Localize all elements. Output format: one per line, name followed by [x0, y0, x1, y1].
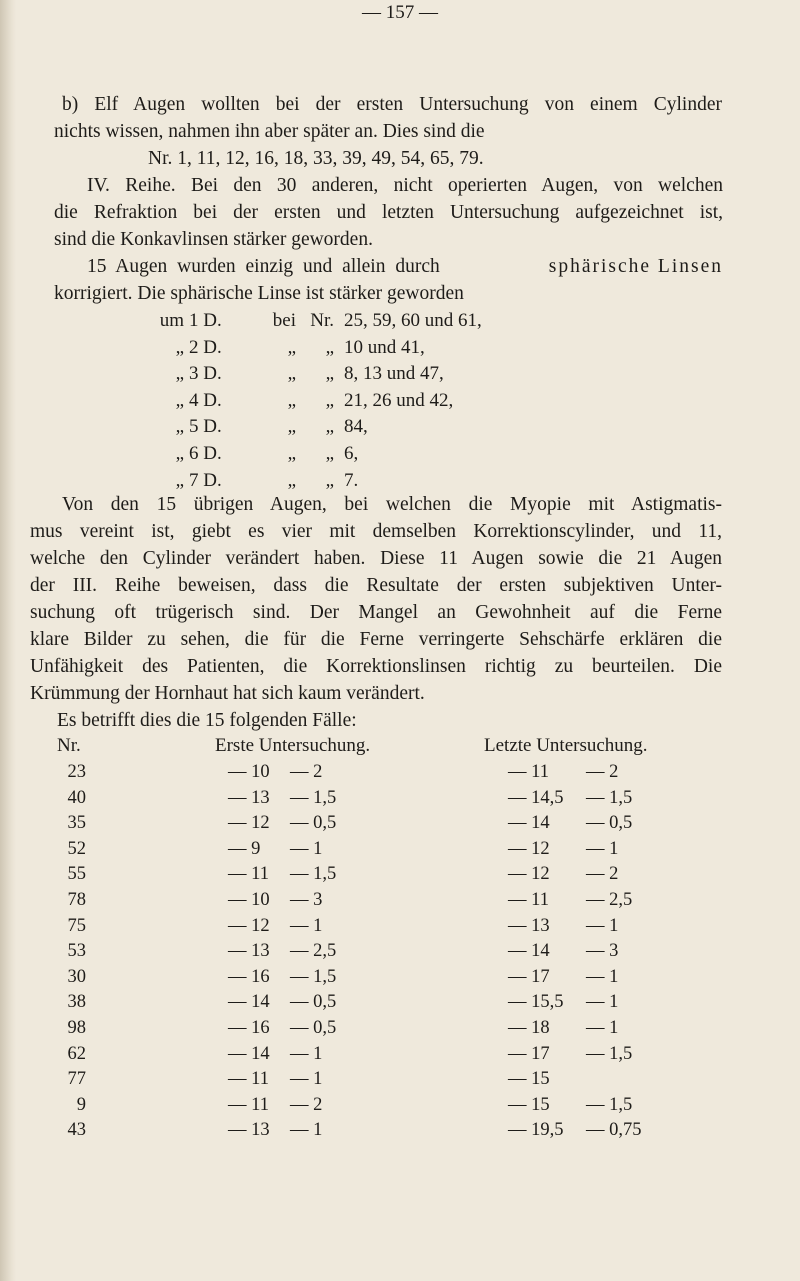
table-cell-l2: — 1 — [586, 1018, 619, 1038]
refraction-bei: „ — [287, 336, 296, 358]
table-cell-f1: — 12 — [228, 915, 270, 936]
para-iv-line-1: IV. Reihe. Bei den 30 anderen, nicht operierten Augen, von welchen — [87, 175, 723, 196]
para-b-line-3: Nr. 1, 11, 12, 16, 18, 33, 39, 49, 54, 65, 79. — [148, 148, 484, 169]
table-cell-l2: — 1,5 — [586, 1094, 633, 1115]
table-cell-nr: 40 — [67, 787, 86, 808]
refraction-values: 10 und 41, — [344, 336, 425, 358]
table-cell-nr: 62 — [67, 1043, 86, 1064]
table-cell-l2: — 1,5 — [586, 787, 633, 808]
table-cell-l1: — 17 — [508, 1043, 550, 1064]
refraction-prefix: „ — [175, 389, 184, 411]
table-cell-l1: — 14 — [508, 813, 550, 834]
table-cell-f2: — 1 — [290, 1069, 323, 1090]
refraction-prefix: um — [159, 310, 184, 331]
refraction-nr: „ — [325, 363, 334, 385]
refraction-bei: „ — [287, 469, 296, 491]
book-spine-shadow — [0, 0, 16, 1281]
table-cell-l1: — 12 — [508, 838, 550, 859]
refraction-d: 2 D. — [189, 336, 222, 358]
para-15-line-2: korrigiert. Die sphärische Linse ist stärker geworden — [54, 283, 464, 304]
table-cell-nr: 9 — [76, 1094, 86, 1115]
table-cell-f1: — 11 — [228, 1094, 269, 1115]
table-cell-nr: 23 — [67, 762, 86, 782]
table-cell-l2: — 1 — [586, 992, 619, 1013]
refraction-d: 4 D. — [189, 389, 222, 411]
table-cell-l1: — 11 — [508, 762, 549, 782]
para-b-line-1: b) Elf Augen wollten bei der ersten Untersuchung von einem Cylinder — [62, 94, 722, 115]
table-cell-nr: 98 — [67, 1018, 86, 1038]
refraction-nr: „ — [325, 336, 334, 358]
table-cell-nr: 77 — [67, 1069, 86, 1090]
table-cell-f2: — 0,5 — [290, 1018, 337, 1038]
para-von-line-2: mus vereint ist, giebt es vier mit demselben Korrektionscylinder, und 11, — [30, 521, 722, 542]
table-cell-l2: — 3 — [586, 941, 619, 962]
refraction-d: 1 D. — [189, 310, 222, 331]
table-header-first: Erste Untersuchung. — [215, 735, 371, 756]
table-cell-f1: — 13 — [228, 1120, 270, 1141]
refraction-bei: „ — [287, 389, 296, 411]
table-cell-f2: — 1 — [290, 838, 323, 859]
refraction-nr: „ — [325, 443, 334, 464]
para-von-line-8: Krümmung der Hornhaut hat sich kaum verändert. — [30, 683, 425, 704]
table-cell-l1: — 15 — [508, 1094, 550, 1115]
refraction-d: 5 D. — [189, 416, 222, 438]
para-b-line-2: nichts wissen, nahmen ihn aber später an. Dies sind die — [54, 121, 485, 142]
table-cell-f2: — 0,5 — [290, 813, 337, 834]
refraction-nr: „ — [325, 416, 334, 438]
table-cell-f2: — 1,5 — [290, 787, 337, 808]
table-cell-nr: 30 — [67, 966, 86, 987]
refraction-d: 6 D. — [189, 443, 222, 464]
table-cell-f1: — 13 — [228, 941, 270, 962]
table-cell-f1: — 11 — [228, 864, 269, 885]
refraction-bei: bei — [272, 310, 296, 331]
para-iv-line-2: die Refraktion bei der ersten und letzten Untersuchung aufgezeichnet ist, — [54, 202, 723, 223]
table-cell-nr: 38 — [67, 992, 86, 1013]
refraction-bei: „ — [287, 443, 296, 464]
para-15-emphasis: sphärische Linsen — [548, 256, 723, 277]
page-number: — 157 — — [362, 2, 438, 23]
table-cell-l2: — 1 — [586, 966, 619, 987]
refraction-d: 7 D. — [189, 469, 222, 491]
table-cell-l1: — 11 — [508, 890, 549, 910]
table-cell-f2: — 1 — [290, 1043, 323, 1064]
table-cell-l2: — 1 — [586, 838, 619, 859]
table-cell-l2: — 1 — [586, 915, 619, 936]
table-cell-nr: 78 — [67, 890, 86, 910]
table-cell-nr: 53 — [67, 941, 86, 962]
para-15-line-1 — [87, 253, 723, 280]
table-cell-f2: — 1,5 — [290, 966, 337, 987]
para-von-line-7: Unfähigkeit des Patienten, die Korrektionslinsen richtig zu beurteilen. Die — [30, 656, 722, 677]
table-cell-nr: 35 — [67, 813, 86, 834]
table-cell-l1: — 14,5 — [508, 787, 564, 808]
table-cell-f1: — 12 — [228, 813, 270, 834]
table-cell-f1: — 16 — [228, 966, 270, 987]
table-header-last: Letzte Untersuchung. — [484, 735, 648, 756]
table-cell-l2: — 1,5 — [586, 1043, 633, 1064]
refraction-values: 8, 13 und 47, — [344, 363, 444, 385]
table-cell-f1: — 13 — [228, 787, 270, 808]
table-cell-l2: — 2 — [586, 762, 619, 782]
refraction-prefix: „ — [175, 336, 184, 358]
table-cell-nr: 75 — [67, 915, 86, 936]
table-cell-nr: 52 — [67, 838, 86, 859]
para-von-line-6: klare Bilder zu sehen, die für die Ferne verringerte Sehschärfe erklären die — [30, 629, 722, 650]
table-cell-l2: — 0,5 — [586, 813, 633, 834]
refraction-values: 7. — [344, 469, 359, 491]
refraction-nr: Nr. — [310, 310, 334, 331]
refraction-prefix: „ — [175, 416, 184, 438]
table-cell-f1: — 14 — [228, 992, 270, 1013]
table-cell-f1: — 10 — [228, 890, 270, 910]
table-cell-nr: 43 — [67, 1120, 86, 1141]
table-cell-l1: — 12 — [508, 864, 550, 885]
refraction-d: 3 D. — [189, 363, 222, 385]
table-cell-f2: — 3 — [290, 890, 323, 910]
table-cell-f1: — 14 — [228, 1043, 270, 1064]
para-von-line-3: welche den Cylinder verändert haben. Diese 11 Augen sowie die 21 Augen — [30, 548, 722, 569]
table-cell-f1: — 11 — [228, 1069, 269, 1090]
table-cell-nr: 55 — [67, 864, 86, 885]
table-cell-l2: — 2,5 — [586, 890, 633, 910]
para-iv-line-3: sind die Konkavlinsen stärker geworden. — [54, 229, 373, 250]
para-von-line-1: Von den 15 übrigen Augen, bei welchen die Myopie mit Astigmatis- — [62, 494, 722, 515]
refraction-bei: „ — [287, 416, 296, 438]
refraction-values: 25, 59, 60 und 61, — [344, 310, 482, 331]
table-cell-l1: — 15,5 — [508, 992, 564, 1013]
table-cell-f2: — 2,5 — [290, 941, 337, 962]
table-cell-f2: — 2 — [290, 762, 323, 782]
table-cell-l1: — 14 — [508, 941, 550, 962]
table-cell-l1: — 17 — [508, 966, 550, 987]
para-von-line-4: der III. Reihe beweisen, dass die Resultate der ersten subjektiven Unter- — [30, 575, 722, 596]
table-cell-l1: — 18 — [508, 1018, 550, 1038]
table-cell-l2: — 0,75 — [586, 1120, 642, 1141]
para-von-line-9: Es betrifft dies die 15 folgenden Fälle: — [57, 710, 357, 731]
refraction-prefix: „ — [175, 363, 184, 385]
table-cell-l1: — 13 — [508, 915, 550, 936]
table-cell-f1: — 16 — [228, 1018, 270, 1038]
para-15-line-1-text: 15 Augen wurden einzig und allein durch — [87, 256, 440, 277]
table-cell-f2: — 1 — [290, 1120, 323, 1141]
table-cell-f2: — 0,5 — [290, 992, 337, 1013]
refraction-values: 21, 26 und 42, — [344, 389, 454, 411]
table-cell-f2: — 1 — [290, 915, 323, 936]
table-header-nr: Nr. — [57, 735, 81, 756]
refraction-prefix: „ — [175, 443, 184, 464]
table-cell-f2: — 2 — [290, 1094, 323, 1115]
table-cell-f1: — 10 — [228, 762, 270, 782]
refraction-nr: „ — [325, 389, 334, 411]
table-cell-l1: — 15 — [508, 1069, 550, 1090]
refraction-prefix: „ — [175, 469, 184, 491]
table-cell-f1: — 9 — [228, 838, 261, 859]
refraction-bei: „ — [287, 363, 296, 385]
refraction-values: 6, — [344, 443, 359, 464]
table-cell-l1: — 19,5 — [508, 1120, 564, 1141]
table-cell-l2: — 2 — [586, 864, 619, 885]
table-cell-f2: — 1,5 — [290, 864, 337, 885]
refraction-values: 84, — [344, 416, 368, 438]
para-von-line-5: suchung oft trügerisch sind. Der Mangel an Gewohnheit auf die Ferne — [30, 602, 722, 623]
refraction-nr: „ — [325, 469, 334, 491]
